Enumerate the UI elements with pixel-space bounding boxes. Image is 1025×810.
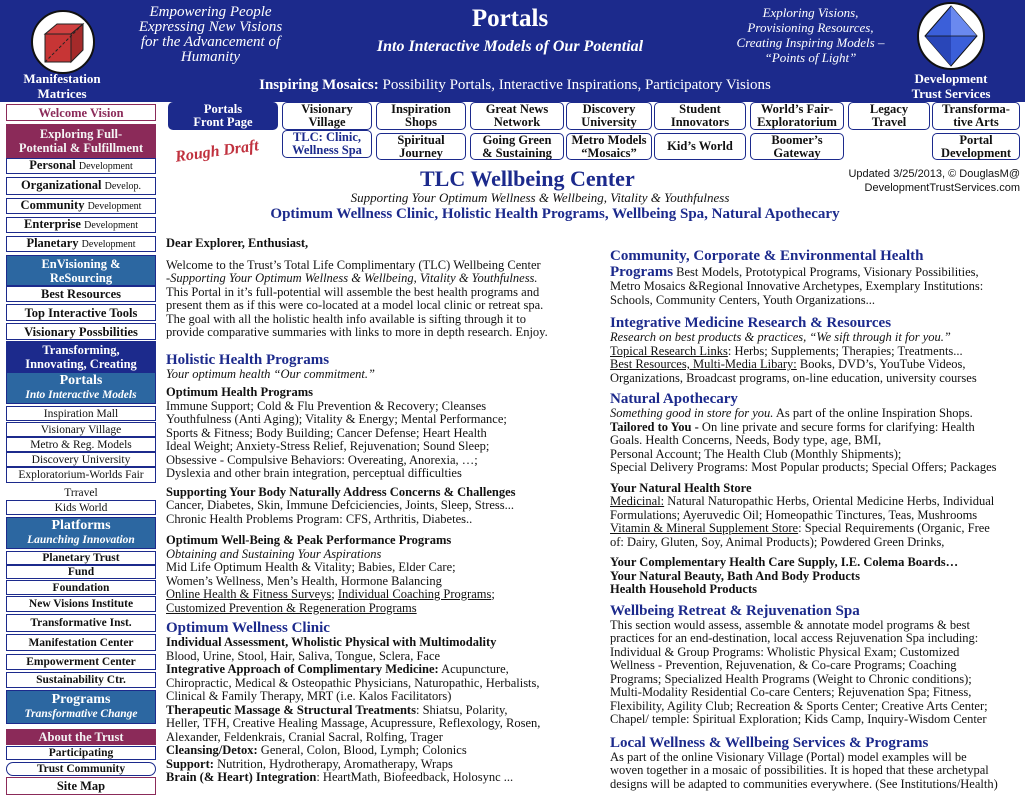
sidebar-exploratorium-worlds-fair[interactable]: Exploratorium-Worlds Fair	[6, 467, 156, 483]
nav-going-green[interactable]: Going Green & Sustaining	[470, 133, 564, 160]
sidebar-exploring-full-potential[interactable]: Exploring Full- Potential & Fulfillment	[6, 124, 156, 158]
sidebar-manifestation-center[interactable]: Manifestation Center	[6, 634, 156, 651]
right-column	[610, 248, 1022, 791]
vitamin-line2: of: Dairy, Gluten, Soy, Animal Products); Powdered Green Drinks,	[610, 534, 945, 549]
optimum-health-heading[interactable]: Optimum Health Programs	[166, 385, 313, 399]
manifestation-matrices-link[interactable]: Manifestation Matrices	[23, 71, 101, 101]
holistic-health-sub: Your optimum health “Our commitment.”	[166, 366, 375, 381]
nav-student-innovators[interactable]: Student Innovators	[654, 102, 746, 130]
page-subtitle: Supporting Your Optimum Wellness & Wellbeing, Vitality & Youthfulness	[350, 190, 730, 205]
natural-apothecary-heading[interactable]: Natural Apothecary	[610, 391, 738, 407]
nav-portal-development[interactable]: Portal Development	[932, 133, 1020, 160]
wellness-clinic-heading[interactable]: Optimum Wellness Clinic	[166, 620, 330, 636]
sidebar-community-development[interactable]: Community Development	[6, 198, 156, 214]
sidebar-visionary-village[interactable]: Visionary Village	[6, 422, 156, 437]
sidebar-sustainability-center[interactable]: Sustainability Ctr.	[6, 672, 156, 688]
peak-line: Women’s Wellness, Men’s Health, Hormone Balancing	[166, 573, 442, 588]
coaching-programs-link[interactable]: Individual Coaching Programs	[337, 587, 492, 601]
spa-paragraph: This section would assess, assemble & annotate model programs & best practices for an end-destination, local access Rejuvenation Spa including: Individual & Group Programs: Wholistic Physical Exam; Customized Wellness - Prevention, Rejuvenation, & Co-care Programs; Coaching Programs; Specialized Health Programs (Weight to Chronic conditions); Multi-Modality Residential Co-care Centers; Rejuvenation Spa; Fitness, Flexibility, Agility Club; Recreation & Sports Center; Creative Arts Center; Chapel/ temple: Spiritual Exploration; Kids Camp, Inquiry-Wisdom Center	[610, 617, 988, 726]
medicinal-line2: Formulations; Ayeruvedic Oil; Homeopathic Tinctures, Teas, Mushrooms	[610, 507, 978, 522]
sidebar-programs[interactable]: Programs Transformative Change	[6, 690, 156, 724]
integrative-detail: Chiropractic, Medical & Osteopathic Physicians, Naturopathic, Herbalists,	[166, 675, 540, 690]
sidebar-about-the-trust[interactable]: About the Trust	[6, 729, 156, 745]
peak-line: Mid Life Optimum Health & Vitality; Babies, Elder Care;	[166, 560, 456, 574]
updated-notice: Updated 3/25/2013, © DouglasM@ DevelopmentTrustServices.com	[848, 168, 1020, 194]
vitamin-store-link[interactable]: Vitamin & Mineral Supplement Store	[610, 521, 799, 535]
site-title: Portals	[471, 5, 549, 32]
optimum-health-list: Immune Support; Cold & Flu Prevention & Recovery; Cleanses Youthfulness (Anti Aging); Vitality & Energy; Mental Performance; Sports & Fitness; Body Building; Cancer Defense; Heart Health Ideal Weight; Anxiety-Stress Relief, Rejuvenation; Sound Sleep; Obsessive - Compulsive Behaviors: Overeating, Anorexia, …; Dyslexia and other brain integration, perceptual difficulties	[166, 398, 507, 480]
development-trust-link[interactable]: Development Trust Services	[911, 71, 991, 101]
nav-legacy-travel[interactable]: Legacy Travel	[848, 102, 930, 130]
medicinal-line: Medicinal: Natural Naturopathic Herbs, Oriental Medicine Herbs, Individual	[610, 494, 995, 508]
integrative-medicine-heading[interactable]: Integrative Medicine Research & Resources	[610, 315, 892, 331]
sidebar-participating[interactable]: Participating	[6, 746, 156, 760]
left-column	[166, 237, 606, 785]
right-tagline: Exploring Visions, Provisioning Resources, Creating Inspiring Models – “Points of Light”	[736, 5, 885, 65]
cube-logo-icon[interactable]	[31, 10, 95, 74]
integrative-line: Integrative Approach of Complimentary Medicine: Acupuncture,	[166, 662, 509, 676]
supporting-body-heading[interactable]: Supporting Your Body Naturally Address Concerns & Challenges	[166, 484, 516, 499]
sidebar-transformative-institute[interactable]: Transformative Inst.	[6, 614, 156, 632]
nav-tlc-clinic-wellness-spa[interactable]: TLC: Clinic, Wellness Spa	[282, 130, 372, 158]
sidebar-discovery-university[interactable]: Discovery University	[6, 452, 156, 467]
nav-boomers-gateway[interactable]: Boomer’s Gateway	[750, 133, 844, 160]
nav-great-news-network[interactable]: Great News Network	[470, 102, 564, 130]
tailored-line: Tailored to You - On line private and secure forms for clarifying: Health	[610, 419, 975, 434]
massage-line: Therapeutic Massage & Structural Treatments: Shiatsu, Polarity,	[166, 702, 508, 717]
cleansing-line: Cleansing/Detox: General, Colon, Blood, Lymph; Colonics	[166, 743, 467, 757]
sidebar-fund[interactable]: Fund	[6, 565, 156, 579]
nav-metro-models[interactable]: Metro Models “Mosaics”	[566, 133, 652, 160]
vitamin-line: Vitamin & Mineral Supplement Store: Special Requirements (Organic, Free	[610, 521, 990, 535]
best-resources-link[interactable]: Best Resources, Multi-Media Libary:	[610, 357, 797, 371]
nav-discovery-university[interactable]: Discovery University	[566, 102, 652, 130]
nav-kids-world[interactable]: Kid’s World	[654, 133, 746, 160]
sidebar-enterprise-development[interactable]: Enterprise Development	[6, 217, 156, 233]
apothecary-sub: Something good in store for you. As part of the online Inspiration Shops.	[610, 406, 973, 420]
page-title: TLC Wellbeing Center	[420, 166, 635, 191]
holistic-health-heading[interactable]: Holistic Health Programs	[166, 351, 330, 368]
sidebar-new-visions-institute[interactable]: New Visions Institute	[6, 596, 156, 612]
sidebar-portals[interactable]: Portals Into Interactive Models	[6, 372, 156, 404]
sidebar-personal-development[interactable]: Personal Development	[6, 158, 156, 174]
site-subtitle: Into Interactive Models of Our Potential	[376, 38, 644, 55]
intro-paragraph: Welcome to the Trust’s Total Life Complimentary (TLC) Wellbeing Center -Supporting Your Optimum Wellness & Wellbeing, Vitality & Youthfulness. This Portal in it’s full-potential will assemble the best health programs and present them as if this were co-located at a model local clinic or retreat spa. The goal with all the holistic health info available is sifting through it to provide comparative summaries with links to more in depth research. Enjoy.	[166, 257, 548, 339]
tailored-detail: Goals. Health Concerns, Needs, Body type, age, BMI,	[610, 433, 882, 447]
inspiring-mosaics-banner: Inspiring Mosaics: Possibility Portals, Interactive Inspirations, Participatory Visions	[259, 77, 771, 93]
sidebar-best-resources[interactable]: Best Resources	[6, 286, 156, 302]
nav-portals-front-page[interactable]: Portals Front Page	[168, 102, 278, 130]
sidebar-transforming-innovating[interactable]: Transforming, Innovating, Creating	[6, 341, 156, 372]
best-resources-line: Best Resources, Multi-Media Libary: Books, DVD’s, YouTube Videos,	[610, 357, 966, 371]
sidebar-site-map[interactable]: Site Map	[6, 777, 156, 795]
tailored-detail: Special Delivery Programs: Most Popular products; Special Offers; Packages	[610, 460, 997, 474]
rough-draft-stamp: Rough Draft	[174, 137, 260, 166]
sidebar-metro-regional-models[interactable]: Metro & Reg. Models	[6, 437, 156, 452]
sidebar-envisioning-resourcing[interactable]: EnVisioning & ReSourcing	[6, 255, 156, 286]
supporting-line: Chronic Health Problems Program: CFS, Arthritis, Diabetes..	[166, 511, 473, 526]
brain-line: Brain (& Heart) Integration: HeartMath, Biofeedback, Holosync ...	[166, 770, 514, 784]
sidebar-planetary-development[interactable]: Planetary Development	[6, 236, 156, 252]
sidebar-platforms[interactable]: Platforms Launching Innovation	[6, 517, 156, 549]
nav-inspiration-shops[interactable]: Inspiration Shops	[376, 102, 466, 130]
site-header	[0, 0, 1025, 102]
sidebar-planetary-trust[interactable]: Planetary Trust	[6, 551, 156, 565]
sidebar-organizational-development[interactable]: Organizational Develop.	[6, 177, 156, 195]
online-surveys-link[interactable]: Online Health & Fitness Surveys	[166, 587, 332, 601]
topical-research-link[interactable]: Topical Research Links	[610, 343, 728, 358]
nav-spiritual-journey[interactable]: Spiritual Journey	[376, 133, 466, 160]
nav-worlds-fair-exploratorium[interactable]: World’s Fair- Exploratorium	[750, 102, 844, 130]
beauty-products[interactable]: Your Natural Beauty, Bath And Body Products	[610, 568, 860, 583]
medicinal-link[interactable]: Medicinal:	[610, 494, 665, 508]
community-health-heading[interactable]: Community, Corporate & Environmental Health	[610, 248, 924, 264]
peak-performance-sub: Obtaining and Sustaining Your Aspirations	[166, 546, 382, 561]
left-tagline: Empowering People Expressing New Visions for the Advancement of Humanity	[138, 4, 283, 65]
greeting: Dear Explorer, Enthusiast,	[166, 236, 309, 250]
sidebar-foundation[interactable]: Foundation	[6, 580, 156, 595]
integrative-medicine-sub: Research on best products & practices, “We sift through it for you.”	[610, 330, 951, 344]
wellbeing-spa-heading[interactable]: Wellbeing Retreat & Rejuvenation Spa	[610, 602, 860, 619]
sidebar-kids-world[interactable]: Kids World	[6, 500, 156, 515]
topical-research-line: Topical Research Links: Herbs; Supplements; Therapies; Treatments...	[610, 343, 963, 358]
local-paragraph: As part of the online Visionary Village (Portal) model examples will be woven together in a mosaic of possibilities. It is hoped that these archetypal designs will be adapted to communities everywhere. (See Institutions/Health)	[610, 749, 998, 791]
sidebar-inspiration-mall[interactable]: Inspiration Mall	[6, 406, 156, 421]
sidebar-welcome-vision[interactable]: Welcome Vision	[6, 104, 156, 121]
natural-health-store-heading[interactable]: Your Natural Health Store	[610, 480, 752, 495]
massage-detail: Heller, TFH, Creative Healing Massage, Acupressure, Reflexology, Rosen,	[166, 716, 541, 730]
sidebar-trust-community[interactable]: Trust Community	[6, 762, 156, 776]
customized-prevention-link[interactable]: Customized Prevention & Regeneration Programs	[166, 600, 417, 615]
complementary-supply[interactable]: Your Complementary Health Care Supply, I.E. Colema Boards…	[610, 555, 959, 569]
peak-performance-heading[interactable]: Optimum Well-Being & Peak Performance Programs	[166, 533, 452, 547]
community-programs-line: Programs Best Models, Prototypical Programs, Visionary Possibilities,	[610, 264, 979, 280]
best-resources-line2: Organizations, Broadcast programs, on-line education, university courses	[610, 370, 977, 385]
integrative-detail: Clinical & Family Therapy, MRT (i.e. Kalos Facilitators)	[166, 689, 452, 703]
tailored-detail: Personal Account; The Health Club (Monthly Shipments);	[610, 446, 902, 461]
clinic-assessment-line: Blood, Urine, Stool, Hair, Saliva, Tongue, Sclera, Face	[166, 648, 441, 663]
nav-transformative-arts[interactable]: Transforma- tive Arts	[932, 102, 1020, 130]
massage-detail: Alexander, Feldenkrais, Cranial Sacral, Rolfing, Trager	[166, 729, 443, 744]
sidebar-visionary-possibilities[interactable]: Visionary Possbilities	[6, 323, 156, 340]
support-line: Support: Nutrition, Hydrotherapy, Aromatherapy, Wraps	[166, 756, 453, 771]
community-line: Schools, Community Centers, Youth Organizations...	[610, 292, 876, 307]
sidebar-travel[interactable]: Trravel	[6, 485, 156, 500]
diamond-logo-icon[interactable]	[915, 0, 987, 72]
page-programs-line: Optimum Wellness Clinic, Holistic Health Programs, Wellbeing Spa, Natural Apothecary	[270, 206, 840, 222]
community-line: Metro Mosaics &Regional Innovative Archetypes, Exemplary Institutions:	[610, 279, 984, 293]
supporting-line: Cancer, Diabetes, Skin, Immune Defciciencies, Joints, Sleep, Stress...	[166, 498, 515, 512]
sidebar-top-interactive-tools[interactable]: Top Interactive Tools	[6, 304, 156, 321]
household-products[interactable]: Health Household Products	[610, 582, 758, 596]
nav-visionary-village[interactable]: Visionary Village	[282, 102, 372, 130]
clinic-assessment: Individual Assessment, Wholistic Physical with Multimodality	[166, 635, 497, 649]
local-wellness-heading[interactable]: Local Wellness & Wellbeing Services & Programs	[610, 734, 929, 751]
sidebar-empowerment-center[interactable]: Empowerment Center	[6, 654, 156, 670]
surveys-line: Online Health & Fitness Surveys; Individual Coaching Programs;	[166, 587, 495, 601]
